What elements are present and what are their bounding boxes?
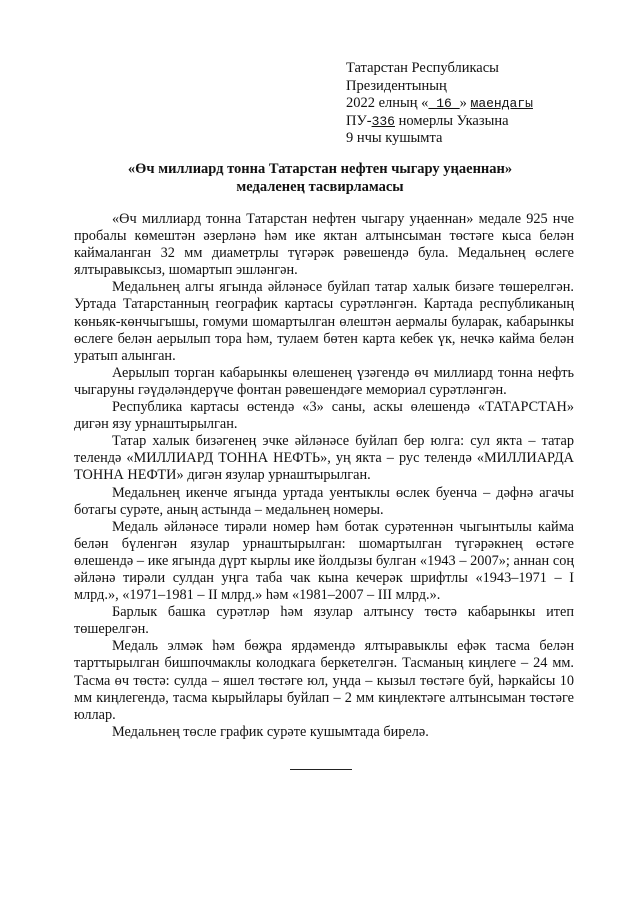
appendix-header xyxy=(346,60,533,148)
paragraph: Татар халык бизәгенең эчке әйләнәсе буйлап бер юлга: сул якта – татар телендә «МИЛЛИАРД ТОННА НЕФТЬ», уң якта – рус телендә «МИЛЛИАРДА ТОННА НЕФТИ» дигән язулар урнаштырылган. xyxy=(74,433,574,484)
paragraph: Медальнең икенче ягында уртада уентыклы өслек буенча – дәфнә агачы ботагы сурәте, аның астында – медальнең номеры. xyxy=(74,484,574,518)
date-month: маендагы xyxy=(470,96,533,111)
paragraph: Медаль элмәк һәм бөҗра ярдәмендә ялтыравыклы ефәк тасма белән тарттырылган бишпочмаклы колодкага беркетелгән. Тасманың киңлеге – 24 мм. Тасма өч төстә: сулда – яшел төстәге юл, уңда – кызыл төстәге буй, һәркайсы 10 мм киңлегендә, тасма кырыйлары буйлап – 2 мм киңлектәге алтынсыман төстәге юллар. xyxy=(74,638,574,723)
paragraph: Республика картасы өстендә «3» саны, аскы өлешендә «ТАТАРСТАН» дигән язу урнаштырылган. xyxy=(74,399,574,433)
paragraph: Барлык башка сурәтләр һәм язулар алтынсу төстә кабарынкы итеп төшерелгән. xyxy=(74,604,574,638)
title-line-2: медаленең тасвирламасы xyxy=(236,178,404,195)
end-separator-line xyxy=(290,769,352,770)
document-body xyxy=(74,211,574,741)
header-line-appendix: 9 нчы кушымта xyxy=(346,130,443,146)
document-title xyxy=(70,161,570,196)
date-day: 16 xyxy=(428,96,460,111)
paragraph: Аерылып торган кабарынкы өлешенең үзәгендә өч миллиард тонна нефть чыгаруны гәүдәләндерүче фонтан рәвешендәге мемориал сурәтләнгән. xyxy=(74,364,574,398)
paragraph: Медальнең төсле график сурәте кушымтада бирелә. xyxy=(112,723,429,740)
header-line-republic: Татарстан Республикасы xyxy=(346,60,499,76)
header-line-decree xyxy=(346,113,533,131)
header-line-president: Президентының xyxy=(346,77,447,94)
paragraph: Медальнең алгы ягында әйләнәсе буйлап татар халык бизәге төшерелгән. Уртада Татарстанның географик картасы сурәтләнгән. Картада республиканың көньяк-көнчыгышы, гомуми шомартылган өлештән аермалы буларак, кабарынкы өслеге белән аерылып тора һәм, тулаем бөтен карта кебек үк, нечкә кайма белән уратып алынган. xyxy=(74,279,574,364)
paragraph: Медаль әйләнәсе тирәли номер һәм ботак сурәтеннән чыгынтылы кайма белән бүленгән язулар урнаштырылган: шомартылган түгәрәкнең өстәге өлешендә – ике ягында дүрт кырлы ике йолдызы булган «1943 – 2007»; аннан соң әйләнә тирәли сулдан уңга таба чак кына кечерәк шрифтлы «1943–1971 – I млрд.», «1971–1981 – II млрд.» һәм «1981–2007 – III млрд.». xyxy=(74,518,574,604)
date-prefix: 2022 елның « xyxy=(346,95,429,111)
date-mid: » xyxy=(459,95,471,111)
paragraph: «Өч миллиард тонна Татарстан нефтен чыгару уңаеннан» медале 925 нче пробалы көмештән әзерләнә һәм ике яктан алтынсыман төстәге кыса белән каймаланган 32 мм диаметрлы түгәрәк рәвешендә була. Медальнең өслеге ялтыравыксыз, шомартып эшләнгән. xyxy=(74,211,574,279)
decree-number: 336 xyxy=(371,113,395,129)
decree-suffix: номерлы Указына xyxy=(394,112,509,129)
decree-prefix: ПУ- xyxy=(346,112,372,129)
header-line-date xyxy=(346,95,533,113)
title-line-1: «Өч миллиард тонна Татарстан нефтен чыгару уңаеннан» xyxy=(127,161,513,177)
